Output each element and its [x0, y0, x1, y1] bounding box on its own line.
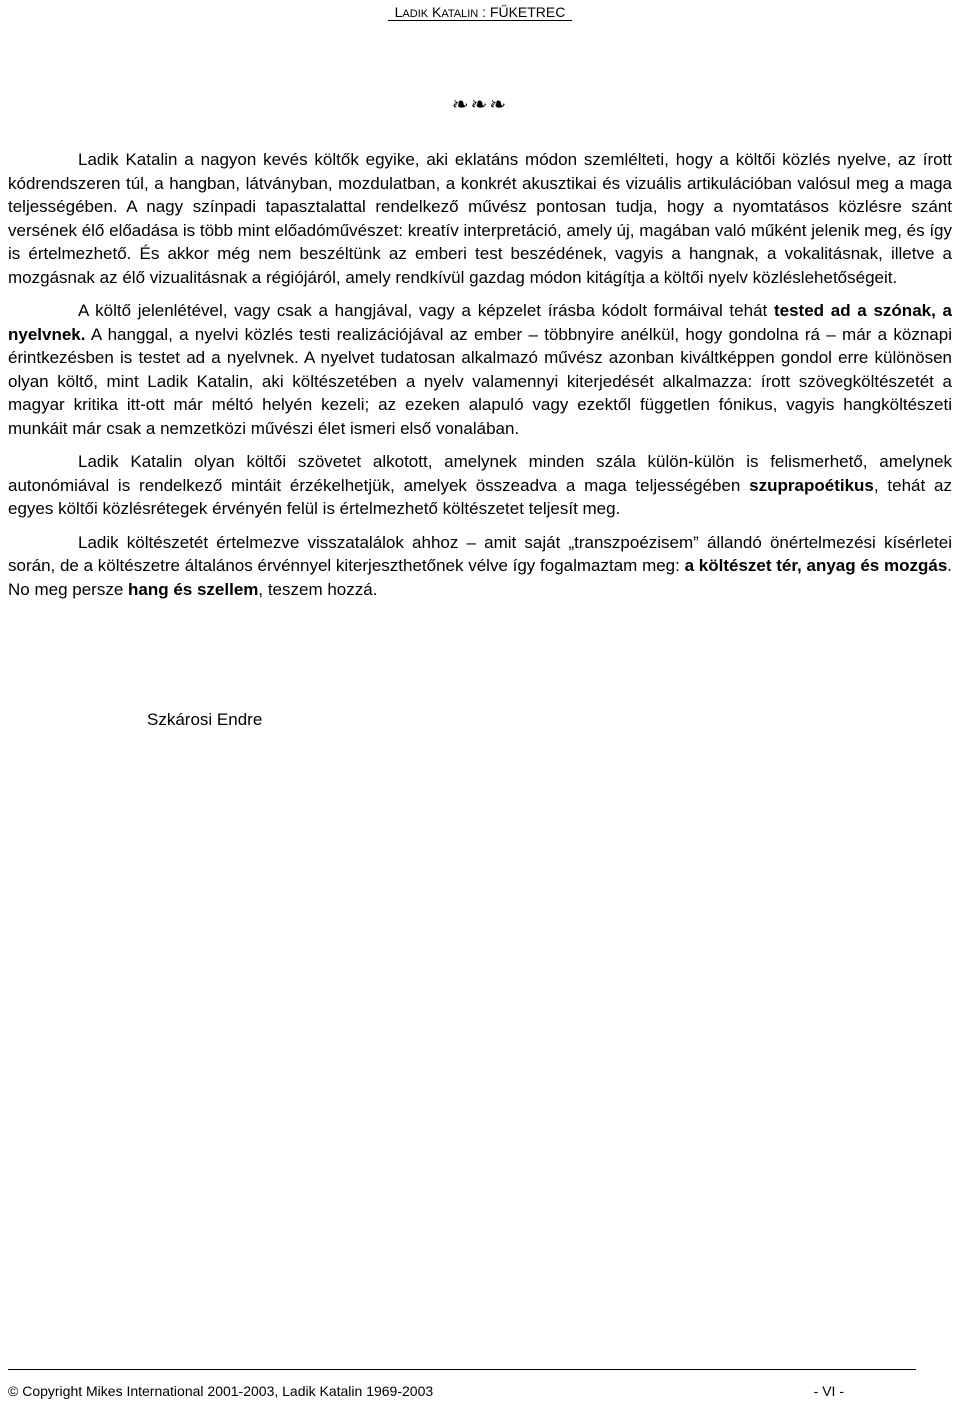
- header-underline: [388, 20, 572, 21]
- author-signature: Szkárosi Endre: [147, 710, 263, 729]
- text-run: . No meg persze: [8, 556, 953, 599]
- text-run: A hanggal, a nyelvi közlés testi realizációjával az ember – többnyire anélkül, hogy gondolna rá – már a köznapi érintkezésben is testet ad a nyelvnek. A nyelvet tudatosan alkalmazó művész azonban kiváltképpen gondol erre különösen olyan költő, mint Ladik Katalin, aki költészetében a nyelv valamennyi kiterjedését alkalmazza: írott szövegköltészetét a magyar kritika itt-ott már méltó helyén kezeli; az ezeken alapuló vagy ezektől független fónikus, vagyis hangköltészeti munkáit már csak a nemzetközi művészi élet ismeri első vonalában.: [8, 324, 952, 438]
- text-run: Ladik Katalin olyan költői szövetet alkotott, amelynek minden szála külön-külön is felismerhető, amelynek autonómiával is rendelkező mintáit érzékelhetjük, amelyek összeadva a maga teljességében: [8, 452, 952, 495]
- bold-phrase: szuprapoétikus: [749, 475, 874, 495]
- header-book-title: FŰKETREC: [489, 4, 566, 20]
- fleuron-ornament-icon: ❧❧❧: [451, 92, 509, 116]
- text-run: , tehát az egyes költői közlésrétegek érvényén felül is értelmezhető költészetet teljesít meg.: [8, 475, 952, 518]
- bold-phrase: hang és szellem: [128, 579, 259, 599]
- page-number: - VI -: [813, 1383, 844, 1399]
- text-run: , teszem hozzá.: [258, 579, 378, 599]
- body-text: [8, 148, 952, 611]
- footer-copyright: © Copyright Mikes International 2001-2003, Ladik Katalin 1969-2003: [8, 1383, 434, 1399]
- text-run: A költő jelenlétével, vagy csak a hangjával, vagy a képzelet írásba kódolt formáival tehát: [78, 301, 774, 320]
- footer-rule: [8, 1369, 916, 1370]
- bold-phrase: tested ad a szónak, a nyelvnek.: [8, 301, 952, 344]
- header-author-initial-2: K: [428, 4, 442, 20]
- bold-phrase: a költészet tér, anyag és mozgás: [684, 556, 948, 575]
- header-author-initial-1: L: [394, 4, 403, 20]
- paragraph-1: [8, 148, 952, 289]
- header-author-rest-2: ATALIN: [441, 8, 479, 20]
- text-run: Ladik Katalin a nagyon kevés költők egyike, aki eklatáns módon szemlélteti, hogy a költői közlés nyelve, az írott kódrendszeren túl, a hangban, látványban, mozdulatban, a konkrét akusztikai és vizuális artikulációban valósul meg a maga teljességében. A nagy színpadi tapasztalattal rendelkező művész pontosan tudja, hogy a nyomtatásos közlésre szánt versének élő előadása is több mint előadóművészet: kreatív interpretáció, amely új, magában való műként jelenik meg, és így is értelmezhető. És akkor még nem beszéltünk az emberi test beszédének, vagyis a hangnak, a vokalitásnak, illetve a mozgásnak az élő vizualitásnak a régiójáról, amely rendkívül gazdag módon kitágítja a költői nyelv közléslehetőségeit.: [8, 150, 952, 287]
- page-footer: [8, 1382, 844, 1400]
- header-separator: :: [478, 4, 490, 20]
- paragraph-2: [8, 299, 952, 440]
- paragraph-3: [8, 450, 952, 521]
- header-author-rest-1: ADIK: [402, 8, 429, 20]
- paragraph-4: [8, 531, 952, 602]
- text-run: Ladik költészetét értelmezve visszatalálok ahhoz – amit saját „transzpoézisem” állandó önértelmezési kísérletei során, de a költészetre általános érvénnyel kiterjeszthetőnek vélve így fogalmaztam meg:: [8, 532, 952, 575]
